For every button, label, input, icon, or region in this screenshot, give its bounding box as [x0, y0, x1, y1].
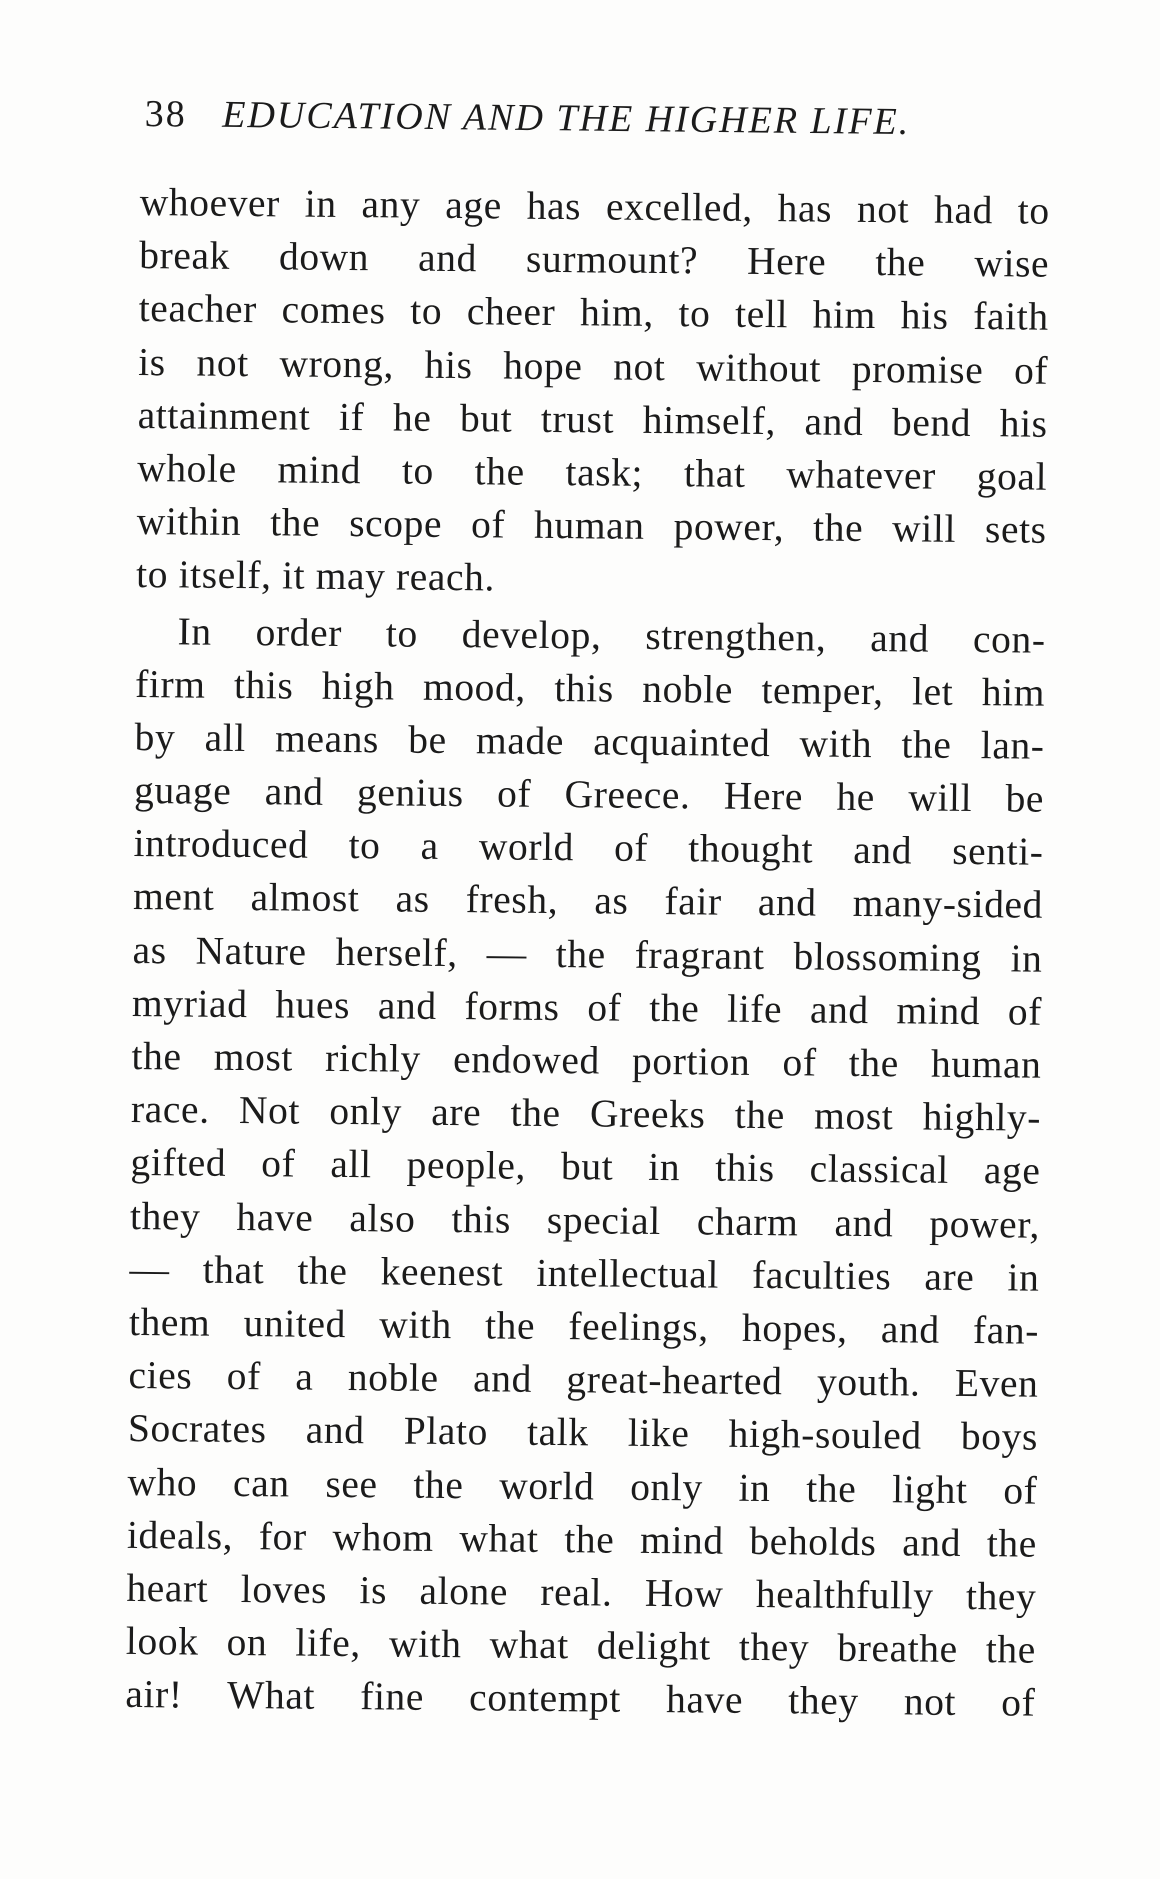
- text-line: — that the keenest intellectual faculties are in: [129, 1246, 1040, 1300]
- text-line: firm this high mood, this noble temper, let him: [134, 661, 1046, 715]
- text-line: race. Not only are the Greeks the most highly-: [130, 1087, 1042, 1140]
- running-head-title: EDUCATION AND THE HIGHER LIFE.: [222, 93, 911, 144]
- paragraph-1: [136, 176, 1050, 610]
- text-line: introduced to a world of thought and senti-: [133, 821, 1044, 874]
- text-line: air! What fine contempt have they not of: [125, 1672, 1036, 1725]
- text-line: cies of a noble and great-hearted youth. Even: [128, 1353, 1039, 1406]
- text-line: they have also this special charm and power,: [129, 1193, 1041, 1247]
- text-line: teacher comes to cheer him, to tell him his faith: [138, 286, 1049, 340]
- text-line: whoever in any age has excelled, has not had to: [139, 179, 1050, 233]
- paragraph-2: [125, 604, 1046, 1730]
- text-line: break down and surmount? Here the wise: [139, 233, 1050, 286]
- text-line: by all means be made acquainted with the lan-: [134, 714, 1045, 768]
- running-head: [144, 92, 1005, 161]
- text-line: them united with the feelings, hopes, and fan-: [128, 1299, 1040, 1353]
- text-line: guage and genius of Greece. Here he will be: [133, 768, 1045, 821]
- page-number: 38: [144, 92, 187, 136]
- text-line: ment almost as fresh, as fair and many-sided: [132, 874, 1044, 928]
- text-line: who can see the world only in the light of: [127, 1459, 1038, 1513]
- text-line: attainment if he but trust himself, and bend his: [137, 392, 1048, 446]
- text-line: whole mind to the task; that whatever goal: [136, 445, 1048, 499]
- text-line: within the scope of human power, the will sets: [136, 499, 1047, 552]
- text-line: to itself, it may reach.: [135, 552, 496, 600]
- text-line: as Nature herself, — the fragrant blossoming in: [132, 927, 1043, 981]
- body-text: [125, 176, 1050, 1730]
- text-line: the most richly endowed portion of the human: [131, 1033, 1042, 1087]
- text-line: In order to develop, strengthen, and con-: [177, 608, 1046, 662]
- text-line: is not wrong, his hope not without promise of: [138, 339, 1049, 393]
- text-line: Socrates and Plato talk like high-souled boys: [127, 1406, 1039, 1459]
- text-line: ideals, for whom what the mind beholds and the: [126, 1512, 1038, 1566]
- text-line: look on life, with what delight they breathe the: [125, 1618, 1037, 1672]
- text-line: gifted of all people, but in this classical age: [130, 1140, 1041, 1194]
- text-line: myriad hues and forms of the life and mind of: [131, 980, 1043, 1034]
- text-line: heart loves is alone real. How healthfully they: [126, 1565, 1037, 1619]
